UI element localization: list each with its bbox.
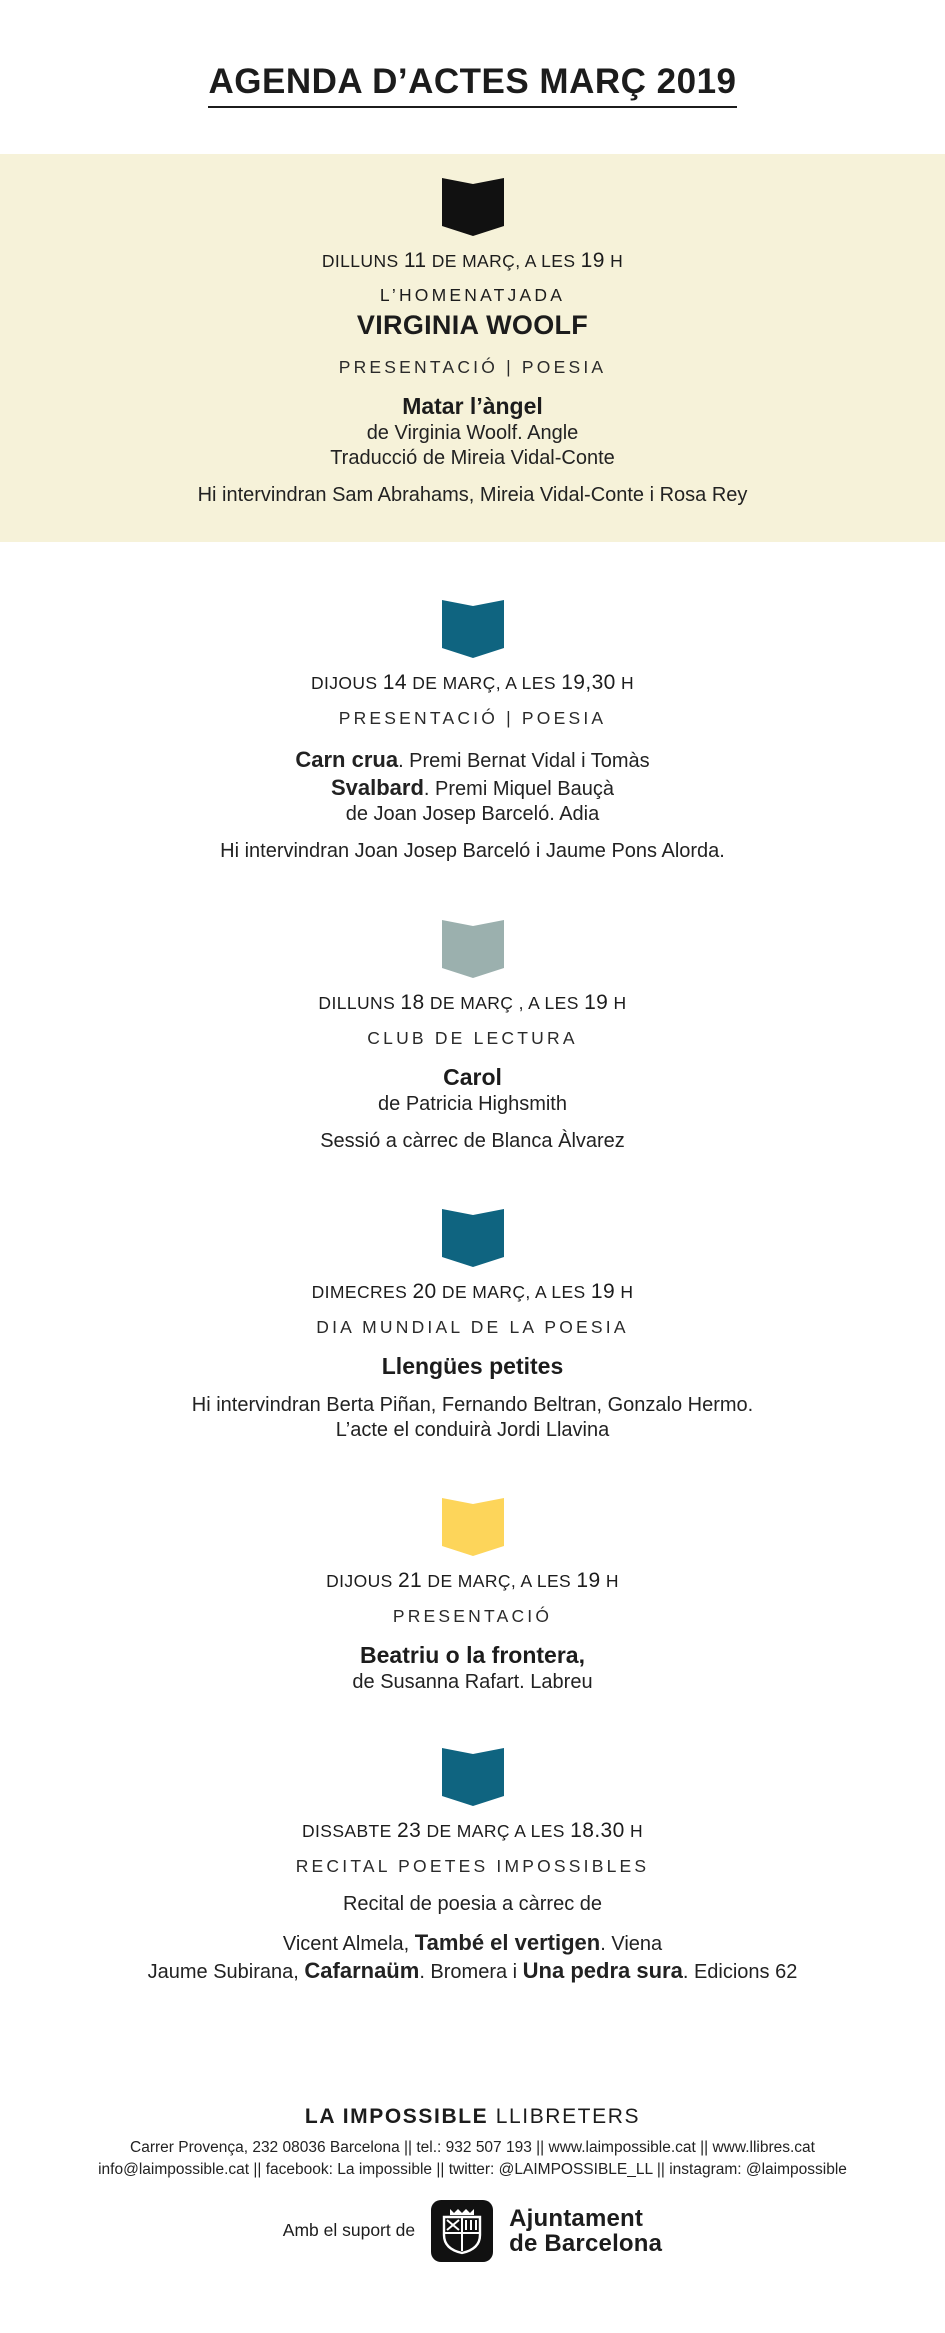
recital-poet-subirana: Jaume Subirana, Cafarnaüm. Bromera i Una pedra sura. Edicions 62 — [147, 1957, 798, 1983]
contact-line-1: Carrer Provença, 232 08036 Barcelona || tel.: 932 507 193 || www.laimpossible.cat || www.llibres.cat — [130, 2139, 815, 2156]
council-name: Ajuntament de Barcelona — [509, 2204, 663, 2257]
book-title: Matar l’àngel — [402, 393, 543, 419]
event-date: DIJOUS 14 DE MARÇ, A LES 19,30 H — [310, 671, 635, 694]
book-author: de Patricia Highsmith — [378, 1092, 567, 1115]
support-block — [0, 2200, 945, 2262]
recital-intro: Recital de poesia a càrrec de — [342, 1892, 603, 1915]
support-text: Amb el suport de — [282, 2220, 416, 2241]
event-category: PRESENTACIÓ — [392, 1606, 553, 1626]
event-date: DIJOUS 21 DE MARÇ, A LES 19 H — [326, 1569, 619, 1592]
event-speakers: Hi intervindran Sam Abrahams, Mireia Vidal-Conte i Rosa Rey — [197, 484, 748, 507]
book-title: Beatriu o la frontera, — [360, 1641, 585, 1668]
footer — [0, 2105, 945, 2262]
book-translation: Traducció de Mireia Vidal-Conte — [330, 447, 615, 470]
book-line-carn-crua: Carn crua. Premi Bernat Vidal i Tomàs — [295, 746, 650, 772]
event-speakers: Hi intervindran Berta Piñan, Fernando Beltran, Gonzalo Hermo. — [191, 1393, 754, 1416]
event-category: PRESENTACIÓ | POESIA — [338, 708, 607, 728]
book-title: Carol — [443, 1063, 502, 1090]
event-host: Sessió a càrrec de Blanca Àlvarez — [320, 1129, 625, 1152]
event-beatriu — [0, 1498, 945, 1695]
event-llengues-petites — [0, 1209, 945, 1443]
event-date: DISSABTE 23 DE MARÇ A LES 18.30 H — [301, 1819, 644, 1842]
event-recital — [0, 1748, 945, 1985]
shop-name: LA IMPOSSIBLE LLIBRETERS — [304, 2105, 641, 2128]
book-black-icon — [442, 178, 504, 236]
book-author: de Susanna Rafart. Labreu — [352, 1670, 593, 1693]
event-date: DIMECRES 20 DE MARÇ, A LES 19 H — [311, 1280, 634, 1303]
book-yellow-icon — [442, 1498, 504, 1556]
event-carn-crua — [0, 600, 945, 864]
honoree-name: VIRGINIA WOOLF — [356, 309, 589, 340]
event-speakers: Hi intervindran Joan Josep Barceló i Jaume Pons Alorda. — [220, 839, 725, 862]
event-host: L’acte el conduirà Jordi Llavina — [335, 1418, 610, 1441]
book-title: Llengües petites — [381, 1352, 564, 1379]
book-grey-icon — [442, 920, 504, 978]
honoree-label: L’HOMENATJADA — [379, 285, 566, 305]
event-date: DILLUNS 11 DE MARÇ, A LES 19 H — [321, 249, 624, 272]
book-author: de Virginia Woolf. Angle — [366, 422, 579, 445]
book-teal-icon — [442, 600, 504, 658]
book-line-svalbard: Svalbard. Premi Miquel Bauçà — [330, 774, 614, 800]
book-author: de Joan Josep Barceló. Adia — [345, 802, 600, 825]
page-title: AGENDA D’ACTES MARÇ 2019 — [208, 62, 736, 108]
event-category: CLUB DE LECTURA — [367, 1028, 578, 1048]
recital-poet-almela: Vicent Almela, També el vertigen. Viena — [282, 1929, 663, 1955]
book-teal-icon — [442, 1748, 504, 1806]
event-date: DILLUNS 18 DE MARÇ , A LES 19 H — [318, 991, 627, 1014]
event-carol — [0, 920, 945, 1154]
header — [0, 62, 945, 108]
event-virginia-woolf — [0, 154, 945, 542]
event-category: PRESENTACIÓ | POESIA — [338, 356, 607, 377]
barcelona-seal-icon — [431, 2200, 493, 2262]
contact-line-2: info@laimpossible.cat || facebook: La impossible || twitter: @LAIMPOSSIBLE_LL || instagram: @laimpossible — [98, 2161, 847, 2179]
book-teal-icon — [442, 1209, 504, 1267]
event-category: RECITAL POETES IMPOSSIBLES — [295, 1856, 650, 1876]
event-category: DIA MUNDIAL DE LA POESIA — [316, 1317, 629, 1337]
